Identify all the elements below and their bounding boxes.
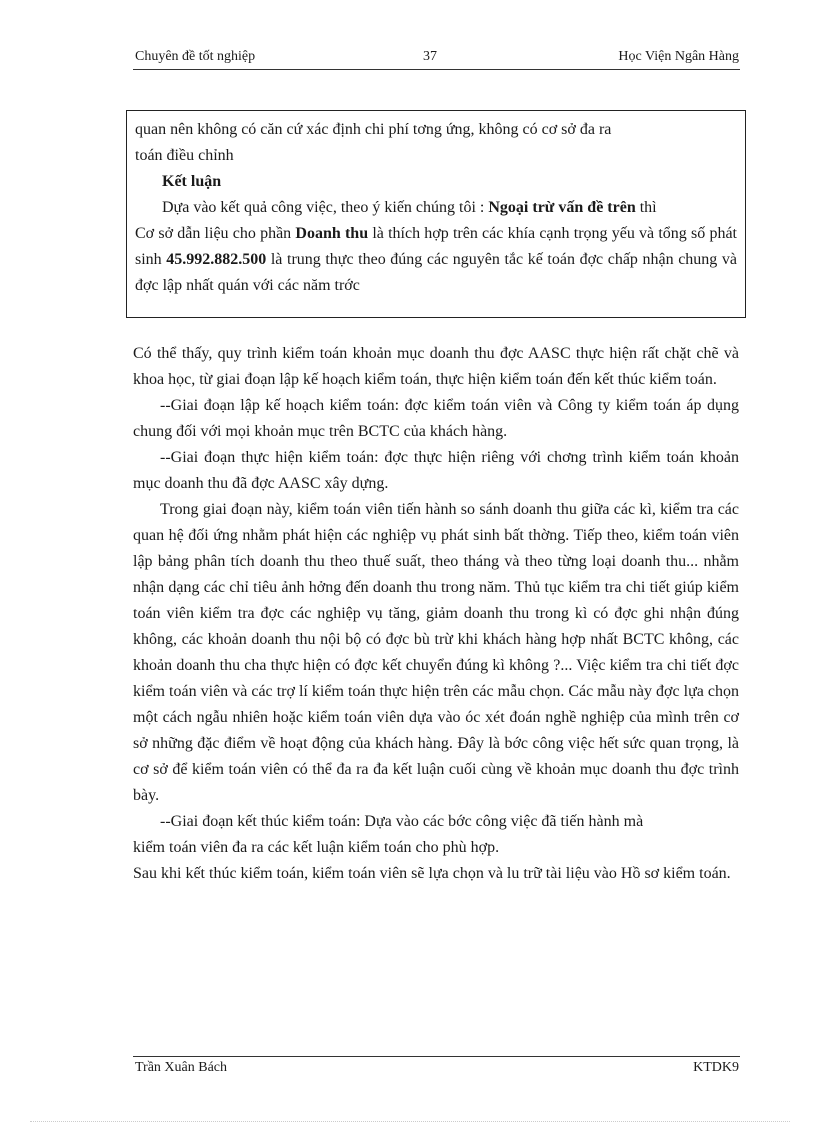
box-heading: Kết luận: [162, 173, 222, 190]
footer-author: Trần Xuân Bách: [135, 1060, 228, 1075]
box-paragraph-revenue: Cơ sở dẫn liệu cho phần Doanh thu là thích hợp trên các khía cạnh trọng yếu và tổng số phát sinh 45.992.882.500 là trung thực theo đúng các nguyên tắc kế toán đợc chấp nhận chung và đợc lập nhất quán với các năm trớc: [135, 225, 738, 294]
paragraph-summary: Có thể thấy, quy trình kiểm toán khoản mục doanh thu đợc AASC thực hiện rất chặt chẽ và khoa học, từ giai đoạn lập kế hoạch kiểm toán, thực hiện kiểm toán đến kết thúc kiểm toán.: [133, 345, 739, 388]
paragraph-execution-detail: Trong giai đoạn này, kiểm toán viên tiến hành so sánh doanh thu giữa các kì, kiểm tra các quan hệ đối ứng nhằm phát hiện các nghiệp vụ phát sinh bất thờng. Tiếp theo, kiểm toán viên lập bảng phân tích doanh thu theo thuế suất, theo tháng và theo từng loại doanh thu... nhằm nhận dạng các chỉ tiêu ảnh hởng đến doanh thu trong năm. Thủ tục kiểm tra chi tiết giúp kiểm toán viên kiểm tra đợc các nghiệp vụ tăng, giảm doanh thu trong kì có đợc ghi nhận đúng không, các khoản doanh thu nội bộ có đợc bù trừ khi khách hàng hợp nhất BCTC không, các khoản doanh thu cha thực hiện có đợc kết chuyển đúng kì không ?... Việc kiểm tra chi tiết đợc kiểm toán viên và các trợ lí kiểm toán thực hiện trên các mẫu chọn. Các mẫu này đợc lựa chọn một cách ngẫu nhiên hoặc kiểm toán viên dựa vào óc xét đoán nghề nghiệp của mình trên cơ sở những đặc điểm về hoạt động của khách hàng. Đây là bớc công việc hết sức quan trọng, là cơ sở để kiểm toán viên có thể đa ra đa kết luận cuối cùng về khoản mục doanh thu đợc trình bày.: [133, 501, 739, 804]
box-paragraph-opinion: Dựa vào kết quả công việc, theo ý kiến chúng tôi : Ngoại trừ vấn đề trên thì: [162, 199, 657, 216]
header-title: Chuyên đề tốt nghiệp: [135, 49, 256, 64]
page-bottom-edge: [30, 1121, 790, 1122]
box-line-2: toán điều chỉnh: [135, 147, 234, 164]
footer-class-code: KTDK9: [693, 1060, 739, 1075]
conclusion-box: [126, 110, 746, 318]
box-line-1: quan nên không có căn cứ xác định chi phí tơng ứng, không có cơ sở đa ra: [135, 121, 612, 138]
paragraph-archiving: Sau khi kết thúc kiểm toán, kiểm toán viên sẽ lựa chọn và lu trữ tài liệu vào Hồ sơ kiểm toán.: [133, 865, 731, 882]
page-header: [133, 49, 739, 69]
header-institution: Học Viện Ngân Hàng: [618, 49, 739, 64]
paragraph-planning-phase: --Giai đoạn lập kế hoạch kiểm toán: đợc kiểm toán viên và Công ty kiểm toán áp dụng chung đối với mọi khoản mục trên BCTC của khách hàng.: [133, 397, 739, 440]
header-rule: [133, 69, 740, 70]
page-number: 37: [423, 49, 437, 64]
paragraph-execution-phase: --Giai đoạn thực hiện kiểm toán: đợc thực hiện riêng với chơng trình kiểm toán khoản mục doanh thu đã đợc AASC xây dựng.: [133, 449, 739, 492]
main-text: [133, 341, 739, 887]
footer-rule: [133, 1056, 740, 1057]
paragraph-completion-continued: kiểm toán viên đa ra các kết luận kiểm toán cho phù hợp.: [133, 839, 500, 856]
paragraph-completion-phase: --Giai đoạn kết thúc kiểm toán: Dựa vào các bớc công việc đã tiến hành mà: [160, 813, 644, 830]
